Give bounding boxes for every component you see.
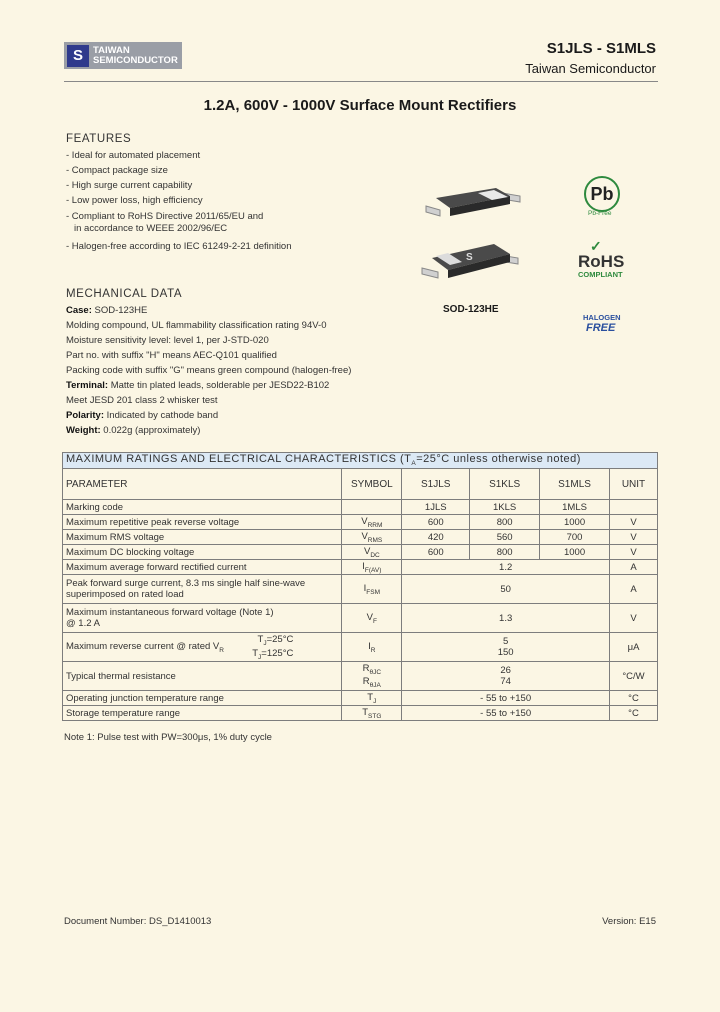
symbol: V — [361, 515, 368, 527]
value-line: 74 — [500, 676, 511, 687]
mech-case-label: Case: — [66, 305, 92, 316]
mech-polarity-value: Indicated by cathode band — [104, 410, 219, 421]
cond-sub: J — [258, 653, 262, 661]
table-row — [63, 530, 658, 545]
symbol-sub: J — [373, 697, 377, 705]
package-label: SOD-123HE — [443, 304, 499, 315]
mechanical-heading: MECHANICAL DATA — [66, 288, 183, 300]
unit-cell: °C — [610, 691, 658, 706]
value-cell: 1000 — [540, 545, 610, 560]
logo-line-2: SEMICONDUCTOR — [93, 54, 178, 66]
mech-line: Meet JESD 201 class 2 whisker test — [66, 395, 218, 406]
param-cell — [63, 604, 342, 633]
symbol-sub: θJC — [369, 669, 382, 676]
package-illustration — [418, 186, 528, 282]
unit-cell: V — [610, 545, 658, 560]
rohs-check-icon: ✓ — [590, 238, 602, 254]
symbol-sub: RRM — [367, 521, 383, 529]
value-cell: - 55 to +150 — [402, 706, 610, 721]
symbol-sub: STG — [368, 712, 382, 720]
mech-terminal-value: Matte tin plated leads, solderable per JESD22-B102 — [108, 380, 330, 391]
halogen-free-label: FREE — [586, 322, 616, 334]
param-cell: Operating junction temperature range — [63, 691, 342, 706]
mech-weight-label: Weight: — [66, 425, 101, 436]
symbol-cell — [342, 633, 402, 662]
param-cell: Storage temperature range — [63, 706, 342, 721]
symbol: I — [362, 560, 365, 572]
mech-terminal — [66, 380, 329, 392]
package-bottom — [422, 244, 518, 278]
table-row — [63, 604, 658, 633]
caption-text: MAXIMUM RATINGS AND ELECTRICAL CHARACTERISTICS (T — [66, 453, 412, 466]
feature-item: - Compliant to RoHS Directive 2011/65/EU and — [66, 211, 264, 222]
col-header: S1JLS — [402, 469, 470, 500]
logo-mark: S — [67, 45, 89, 67]
table-row — [63, 706, 658, 721]
mech-weight-value: 0.022g (approximately) — [100, 425, 201, 436]
param-line: superimposed on rated load — [66, 589, 184, 600]
cond-t: T — [252, 648, 259, 659]
symbol: I — [363, 582, 367, 594]
symbol: I — [368, 640, 371, 652]
features-heading: FEATURES — [66, 133, 132, 145]
param-cell: Maximum RMS voltage — [63, 530, 342, 545]
col-header: S1KLS — [470, 469, 540, 500]
table-header-row — [63, 469, 658, 500]
table-row — [63, 691, 658, 706]
symbol: R — [362, 663, 370, 675]
table-caption — [63, 453, 658, 469]
value-cell — [402, 633, 610, 662]
rohs-logo: RoHS — [578, 252, 625, 271]
company-name: Taiwan Semiconductor — [525, 61, 656, 76]
svg-text:S: S — [466, 252, 473, 263]
param-line: Maximum instantaneous forward voltage (Note 1) — [66, 607, 274, 618]
param-cell: Marking code — [63, 500, 342, 515]
unit-cell: °C/W — [610, 662, 658, 691]
value-line: 5 — [503, 636, 509, 647]
feature-item: - Ideal for automated placement — [66, 150, 201, 161]
table-row — [63, 633, 658, 662]
unit-cell: A — [610, 560, 658, 575]
value-cell: 1KLS — [470, 500, 540, 515]
param-cell — [63, 633, 342, 662]
table-row — [63, 575, 658, 604]
document-number: Document Number: DS_D1410013 — [64, 916, 212, 927]
feature-item: in accordance to WEEE 2002/96/EC — [74, 223, 228, 234]
header-divider — [64, 81, 658, 82]
col-header: S1MLS — [540, 469, 610, 500]
unit-cell: V — [610, 530, 658, 545]
param-sub: R — [219, 646, 224, 654]
table-row — [63, 560, 658, 575]
unit-cell: A — [610, 575, 658, 604]
logo-text — [93, 46, 178, 66]
mech-line: Moisture sensitivity level: level 1, per J-STD-020 — [66, 335, 269, 346]
symbol-line — [345, 663, 398, 676]
ratings-table — [62, 452, 658, 721]
value-cell: 50 — [402, 575, 610, 604]
pb-free-icon: Pb — [584, 176, 620, 212]
feature-item: - Halogen-free according to IEC 61249-2-21 definition — [66, 241, 292, 252]
version: Version: E15 — [602, 916, 656, 927]
caption-text-post: =25°C unless otherwise noted) — [416, 453, 581, 466]
value-cell: 1.3 — [402, 604, 610, 633]
value-cell: 700 — [540, 530, 610, 545]
value-cell: 800 — [470, 545, 540, 560]
symbol-sub: θJA — [369, 681, 381, 689]
ir-condition-25 — [258, 634, 294, 647]
feature-item: - Compact package size — [66, 165, 168, 176]
value-cell: 600 — [402, 545, 470, 560]
mech-polarity-label: Polarity: — [66, 410, 105, 421]
value-cell: 1000 — [540, 515, 610, 530]
mech-line: Packing code with suffix "G" means green compound (halogen-free) — [66, 365, 352, 376]
value-cell: 420 — [402, 530, 470, 545]
value-cell: - 55 to +150 — [402, 691, 610, 706]
value-cell: 600 — [402, 515, 470, 530]
mech-case — [66, 305, 147, 317]
unit-cell: V — [610, 515, 658, 530]
symbol-cell — [342, 604, 402, 633]
symbol: V — [363, 545, 371, 557]
param-line: @ 1.2 A — [66, 618, 100, 629]
value-cell: 1MLS — [540, 500, 610, 515]
symbol-sub: R — [370, 646, 376, 654]
table-caption-row — [63, 453, 658, 469]
symbol: V — [361, 530, 368, 542]
symbol-sub: F(AV) — [364, 566, 382, 574]
mech-polarity — [66, 410, 218, 422]
unit-cell: °C — [610, 706, 658, 721]
symbol-cell — [342, 500, 402, 515]
symbol-cell — [342, 515, 402, 530]
part-range: S1JLS - S1MLS — [546, 40, 656, 57]
caption-sub: A — [411, 460, 417, 468]
param-cell — [63, 575, 342, 604]
table-row — [63, 545, 658, 560]
table-row — [63, 662, 658, 691]
halogen-label: HALOGEN — [583, 313, 621, 322]
mech-line: Part no. with suffix "H" means AEC-Q101 qualified — [66, 350, 277, 361]
value-cell — [402, 662, 610, 691]
table-row — [63, 500, 658, 515]
rohs-compliant-label: COMPLIANT — [578, 270, 623, 279]
symbol-cell — [342, 530, 402, 545]
value-cell: 1.2 — [402, 560, 610, 575]
param-cell: Maximum average forward rectified current — [63, 560, 342, 575]
unit-cell — [610, 500, 658, 515]
value-line: 150 — [497, 647, 514, 658]
value-line: 26 — [500, 665, 511, 676]
ir-condition-125 — [252, 648, 293, 661]
param-line: Peak forward surge current, 8.3 ms single half sine-wave — [66, 578, 306, 589]
symbol: T — [367, 691, 374, 703]
cond-t: T — [257, 634, 264, 645]
param-cell: Maximum repetitive peak reverse voltage — [63, 515, 342, 530]
param-cell: Typical thermal resistance — [63, 662, 342, 691]
unit-cell: μA — [610, 633, 658, 662]
company-logo — [64, 42, 182, 69]
pb-free-label: Pb-Free — [588, 210, 612, 217]
col-header: PARAMETER — [63, 469, 342, 500]
symbol-cell — [342, 560, 402, 575]
mech-terminal-label: Terminal: — [66, 380, 109, 391]
symbol-sub: F — [373, 617, 377, 625]
cond-post: =125°C — [261, 648, 294, 659]
table-row — [63, 515, 658, 530]
symbol-sub: DC — [370, 551, 380, 559]
page-title: 1.2A, 600V - 1000V Surface Mount Rectifiers — [203, 97, 517, 114]
mech-case-value: SOD-123HE — [91, 305, 148, 316]
col-header: UNIT — [610, 469, 658, 500]
symbol-cell — [342, 706, 402, 721]
symbol-line — [345, 676, 398, 689]
value-cell: 1JLS — [402, 500, 470, 515]
mech-line: Molding compound, UL flammability classification rating 94V-0 — [66, 320, 327, 331]
symbol-sub: FSM — [366, 588, 381, 596]
symbol-cell — [342, 691, 402, 706]
symbol-cell — [342, 662, 402, 691]
symbol-sub: RMS — [367, 536, 383, 544]
cond-post: =25°C — [266, 634, 294, 645]
value-cell: 800 — [470, 515, 540, 530]
symbol-cell — [342, 575, 402, 604]
unit-cell: V — [610, 604, 658, 633]
feature-item: - High surge current capability — [66, 180, 193, 191]
value-cell: 560 — [470, 530, 540, 545]
logo-line-1: TAIWAN — [93, 44, 130, 56]
symbol: R — [362, 676, 370, 687]
feature-item: - Low power loss, high efficiency — [66, 195, 203, 206]
table-note: Note 1: Pulse test with PW=300μs, 1% duty cycle — [64, 732, 272, 743]
param-text: Maximum reverse current @ rated V — [66, 640, 220, 652]
mech-weight — [66, 425, 200, 437]
symbol: V — [366, 611, 374, 623]
col-header: SYMBOL — [342, 469, 402, 500]
symbol: T — [362, 706, 369, 718]
param-cell: Maximum DC blocking voltage — [63, 545, 342, 560]
cond-sub: J — [263, 639, 267, 647]
package-top — [426, 188, 520, 216]
symbol-cell — [342, 545, 402, 560]
